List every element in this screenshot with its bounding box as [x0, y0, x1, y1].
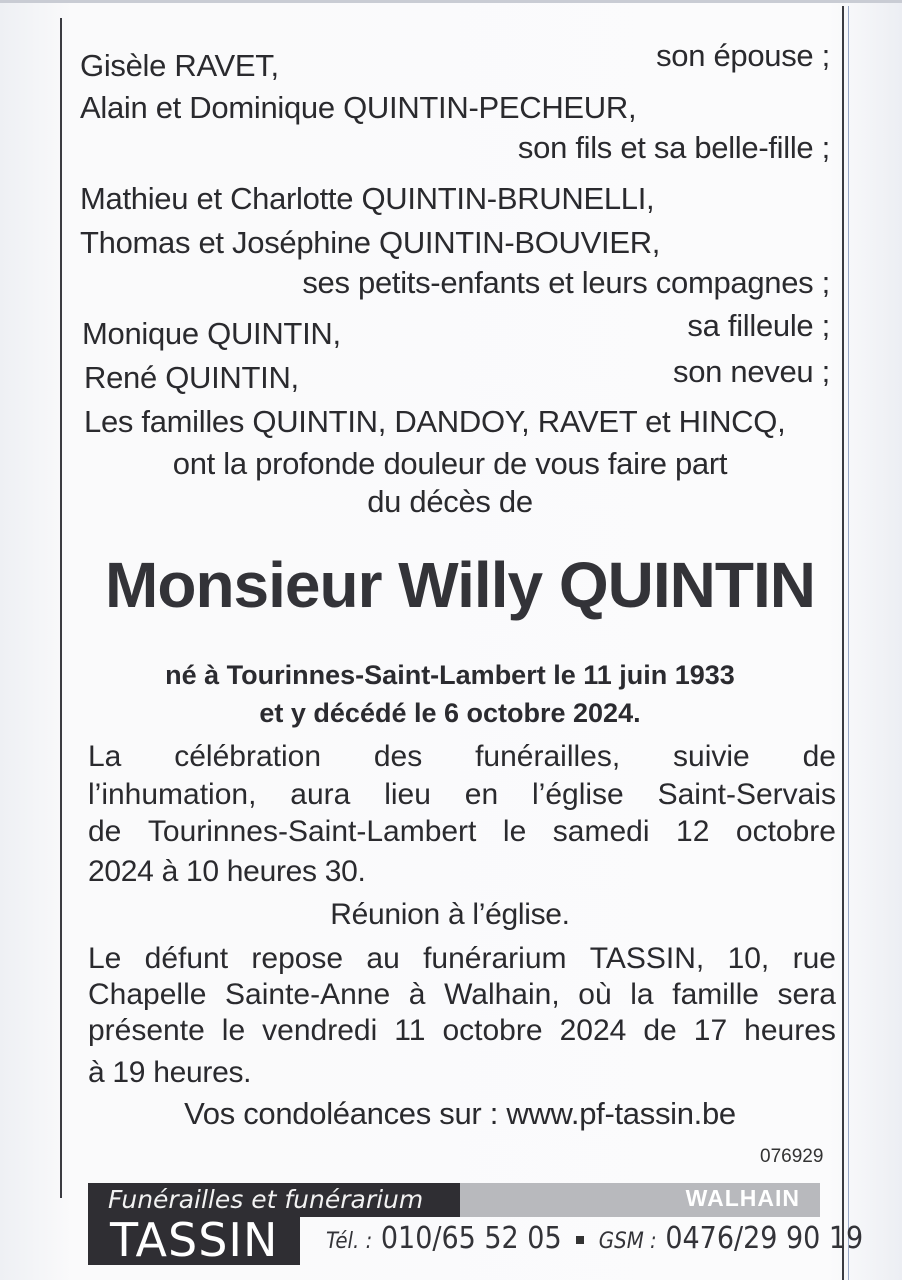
- family-line-7-name: Monique QUINTIN,: [82, 316, 341, 351]
- word: repose: [251, 942, 344, 975]
- family-line-4-name: Mathieu et Charlotte QUINTIN-BRUNELLI,: [80, 181, 655, 216]
- family-line-1-role: son épouse ;: [656, 38, 830, 73]
- word: funérailles,: [475, 740, 621, 773]
- word: funérarium: [423, 942, 567, 975]
- gsm-number: 0476/29 90 19: [665, 1221, 864, 1256]
- word: 17: [693, 1014, 728, 1047]
- announcement-line: ont la profonde douleur de vous faire part: [172, 446, 728, 481]
- word: Tourinnes-Saint-Lambert: [147, 815, 477, 848]
- word: lieu: [384, 778, 431, 811]
- contact-numbers: [326, 1221, 863, 1256]
- word: présente: [88, 1014, 205, 1047]
- word: 2024: [559, 1014, 627, 1047]
- death-line: et y décédé le 6 octobre 2024.: [259, 698, 641, 728]
- family-line-2-name: Alain et Dominique QUINTIN-PECHEUR,: [80, 90, 637, 125]
- gsm-label: GSM :: [598, 1229, 657, 1254]
- ceremony-line-4: 2024 à 10 heures 30.: [88, 855, 366, 888]
- word: Sainte-Anne: [225, 978, 391, 1011]
- family-line-1-name: Gisèle RAVET,: [80, 48, 279, 83]
- word: 11: [394, 1014, 426, 1047]
- word: la: [630, 978, 654, 1011]
- word: au: [366, 942, 400, 975]
- word: octobre: [442, 1014, 543, 1047]
- separator-square-icon: [576, 1236, 584, 1244]
- condolences-line: Vos condoléances sur : www.pf-tassin.be: [184, 1096, 736, 1131]
- left-border-rule: [60, 18, 62, 1198]
- word: en: [464, 778, 499, 811]
- word: défunt: [144, 942, 229, 975]
- visitation-line-3: [88, 1014, 836, 1048]
- banner-location: WALHAIN: [685, 1185, 800, 1211]
- word: vendredi: [262, 1014, 378, 1047]
- word: 10,: [727, 942, 770, 975]
- word: Saint-Servais: [657, 778, 836, 811]
- word: de: [802, 740, 836, 773]
- word: Walhain,: [444, 978, 560, 1011]
- visitation-line-4: à 19 heures.: [88, 1056, 252, 1089]
- birth-line: né à Tourinnes-Saint-Lambert le 11 juin 1933: [165, 660, 735, 690]
- word: suivie: [673, 740, 750, 773]
- word: La: [88, 740, 122, 773]
- word: samedi: [552, 815, 650, 848]
- family-line-8-role: son neveu ;: [673, 354, 830, 389]
- right-border-shadow: [848, 6, 849, 1280]
- word: l’inhumation,: [88, 778, 257, 811]
- reunion-line: Réunion à l’église.: [330, 898, 570, 931]
- word: octobre: [735, 815, 836, 848]
- right-border-rule: [842, 6, 844, 1280]
- family-line-8-name: René QUINTIN,: [84, 360, 299, 395]
- announcement-line-2: du décès de: [367, 484, 533, 519]
- word: célébration: [174, 740, 321, 773]
- word: de: [88, 815, 122, 848]
- visitation-line-1: [88, 942, 836, 976]
- company-name: TASSIN: [110, 1213, 279, 1267]
- tel-number: 010/65 52 05: [380, 1221, 562, 1256]
- word: rue: [792, 942, 836, 975]
- ceremony-line-1: [88, 740, 836, 774]
- funeral-home-banner: [88, 1183, 864, 1267]
- word: Chapelle: [88, 978, 207, 1011]
- word: des: [373, 740, 423, 773]
- word: à: [408, 978, 426, 1011]
- word: le: [221, 1014, 246, 1047]
- ceremony-line-3: [88, 815, 836, 849]
- banner-tagline: Funérailles et funérarium: [108, 1185, 424, 1214]
- word: le: [502, 815, 527, 848]
- word: aura: [290, 778, 351, 811]
- reference-number: 076929: [760, 1146, 824, 1167]
- word: heures: [744, 1014, 836, 1047]
- word: Le: [88, 942, 122, 975]
- top-edge: [0, 0, 902, 3]
- word: TASSIN,: [589, 942, 705, 975]
- word: où: [578, 978, 612, 1011]
- word: de: [643, 1014, 677, 1047]
- word: l’église: [532, 778, 624, 811]
- ceremony-line-2: [88, 778, 836, 812]
- family-line-7-role: sa filleule ;: [687, 308, 830, 343]
- tel-label: Tél. :: [326, 1229, 373, 1254]
- deceased-name: Monsieur Willy QUINTIN: [105, 549, 815, 621]
- word: 12: [676, 815, 710, 848]
- visitation-line-2: [88, 978, 836, 1012]
- word: famille: [672, 978, 759, 1011]
- family-line-5-name: Thomas et Joséphine QUINTIN-BOUVIER,: [80, 225, 661, 260]
- family-line-9-name: Les familles QUINTIN, DANDOY, RAVET et HINCQ,: [84, 404, 786, 439]
- family-line-3-role: son fils et sa belle-fille ;: [517, 130, 830, 165]
- family-line-6-role: ses petits-enfants et leurs compagnes ;: [302, 265, 830, 300]
- word: sera: [777, 978, 836, 1011]
